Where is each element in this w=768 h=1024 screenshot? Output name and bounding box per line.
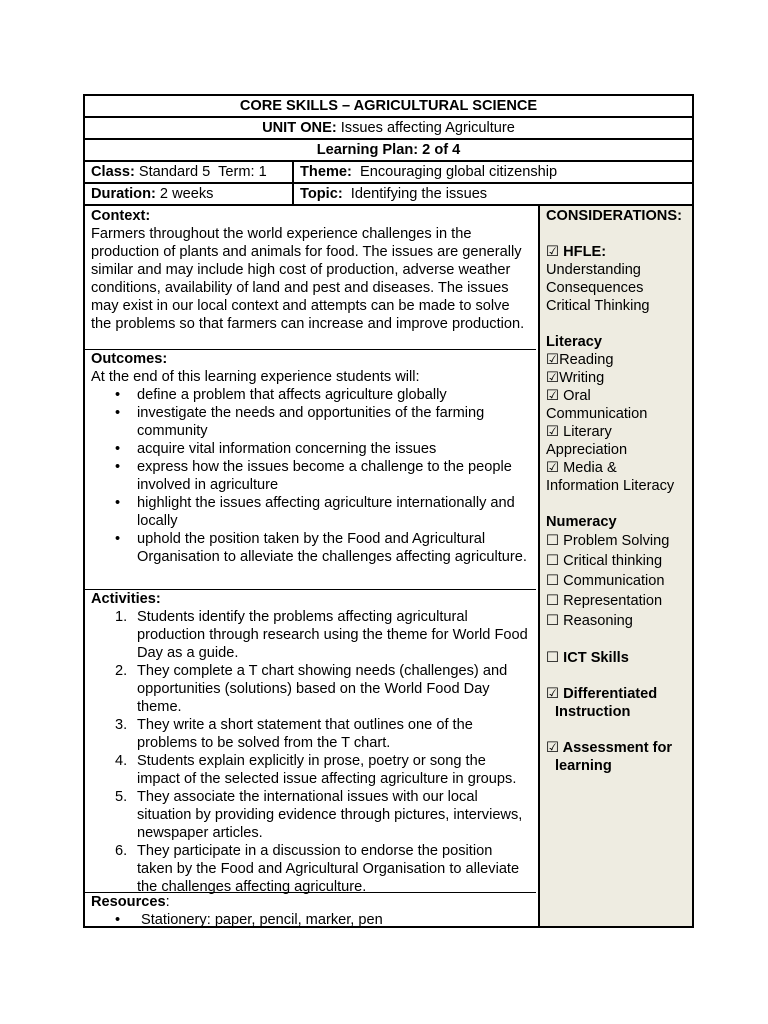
list-item: • highlight the issues affecting agriculture internationally and locally (91, 494, 530, 530)
content-table (83, 204, 694, 928)
literacy-item: ☑ Media & (546, 460, 617, 476)
assessment-item-cont: learning (555, 758, 612, 774)
learning-plan-text: Learning Plan: 2 of 4 (316, 142, 461, 158)
unit-label: UNIT ONE: (262, 120, 337, 136)
list-item: • uphold the position taken by the Food and Agricultural Organisation to alleviate the challenges affecting agriculture. (91, 530, 530, 566)
assessment-item: ☑ Assessment for (546, 740, 673, 756)
activities-heading: Activities: (91, 591, 161, 607)
class-theme-row (83, 160, 694, 182)
considerations-heading: CONSIDERATIONS: (546, 208, 682, 224)
list-item: 5. They associate the international issues with our local situation by providing evidence through pictures, interviews, newspaper articles. (115, 789, 523, 841)
topic-value: Identifying the issues (342, 186, 488, 202)
considerations-column (540, 206, 692, 926)
list-item: 6. They participate in a discussion to endorse the position taken by the Food and Agricultural Organisation to alleviate the challenges affecting agriculture. (115, 843, 520, 895)
theme-cell (294, 162, 692, 182)
unit-row (83, 116, 694, 138)
outcomes-section (85, 350, 536, 590)
duration-topic-row (83, 182, 694, 204)
context-section (85, 207, 536, 350)
duration-label: Duration: (91, 186, 156, 202)
class-cell (85, 162, 294, 182)
hfle-item: Critical Thinking (546, 298, 650, 314)
title-text: CORE SKILLS – AGRICULTURAL SCIENCE (239, 98, 538, 114)
duration-cell (85, 184, 294, 204)
list-item: 3. They write a short statement that outlines one of the problems to be solved from the T chart. (115, 717, 473, 751)
numeracy-item: ☐ Representation (546, 593, 663, 609)
outcomes-intro: At the end of this learning experience students will: (91, 369, 420, 385)
class-value: Standard 5 Term: 1 (134, 164, 267, 180)
hfle-label: ☑ HFLE: (546, 244, 607, 260)
duration-value: 2 weeks (155, 186, 214, 202)
literacy-item: ☑Writing (546, 370, 605, 386)
list-item: 4. Students explain explicitly in prose, poetry or song the impact of the selected issue affecting agriculture in groups. (115, 753, 517, 787)
literacy-item: Appreciation (546, 442, 628, 458)
differentiated-item: ☑ Differentiated (546, 686, 658, 702)
list-item: • express how the issues become a challenge to the people involved in agriculture (91, 458, 530, 494)
literacy-item: Information Literacy (546, 478, 675, 494)
outcomes-list (91, 386, 530, 566)
lesson-plan-document (83, 94, 694, 928)
context-heading: Context: (91, 208, 151, 224)
class-label: Class: (91, 164, 135, 180)
context-text: Farmers throughout the world experience challenges in the production of plants and animals for food. The issues are generally similar and may include high cost of production, adverse weather conditions, availability of land and pest and diseases. The issues may exist in our local context and attempts can be made to solve the problems so that farmers can increase and improve production. (91, 226, 525, 332)
resources-section (85, 893, 536, 926)
learning-plan-row (83, 138, 694, 160)
list-item: 2. They complete a T chart showing needs (challenges) and opportunities (solutions) based on the World Food Day theme. (115, 663, 508, 715)
literacy-item: Communication (546, 406, 648, 422)
document-title (83, 94, 694, 116)
activities-section (85, 590, 536, 893)
list-item: • Stationery: paper, pencil, marker, pen (91, 911, 530, 929)
list-item: • define a problem that affects agriculture globally (91, 386, 530, 404)
left-column (85, 206, 540, 926)
literacy-item: ☑Reading (546, 352, 614, 368)
list-item: • acquire vital information concerning the issues (91, 440, 530, 458)
unit-value: Issues affecting Agriculture (336, 120, 515, 136)
hfle-item: Consequences (546, 280, 644, 296)
resources-heading: Resources: (91, 894, 170, 910)
numeracy-item: ☐ Problem Solving (546, 533, 670, 549)
ict-skills-item: ☐ ICT Skills (546, 650, 629, 666)
theme-label: Theme: (300, 164, 352, 180)
list-item: 1. Students identify the problems affecting agricultural production through research using the theme for World Food Day as a guide. (115, 609, 528, 661)
numeracy-item: ☐ Critical thinking (546, 553, 663, 569)
differentiated-item-cont: Instruction (555, 704, 631, 720)
activities-list (91, 608, 530, 896)
numeracy-label: Numeracy (546, 514, 617, 530)
resources-list (91, 911, 530, 929)
numeracy-item: ☐ Reasoning (546, 613, 633, 629)
topic-label: Topic: (300, 186, 343, 202)
literacy-item: ☑ Oral (546, 388, 591, 404)
topic-cell (294, 184, 692, 204)
list-item: • investigate the needs and opportunities of the farming community (91, 404, 530, 440)
literacy-label: Literacy (546, 334, 602, 350)
hfle-item: Understanding (546, 262, 641, 278)
theme-value: Encouraging global citizenship (351, 164, 558, 180)
numeracy-item: ☐ Communication (546, 573, 665, 589)
literacy-item: ☑ Literary (546, 424, 612, 440)
outcomes-heading: Outcomes: (91, 351, 168, 367)
